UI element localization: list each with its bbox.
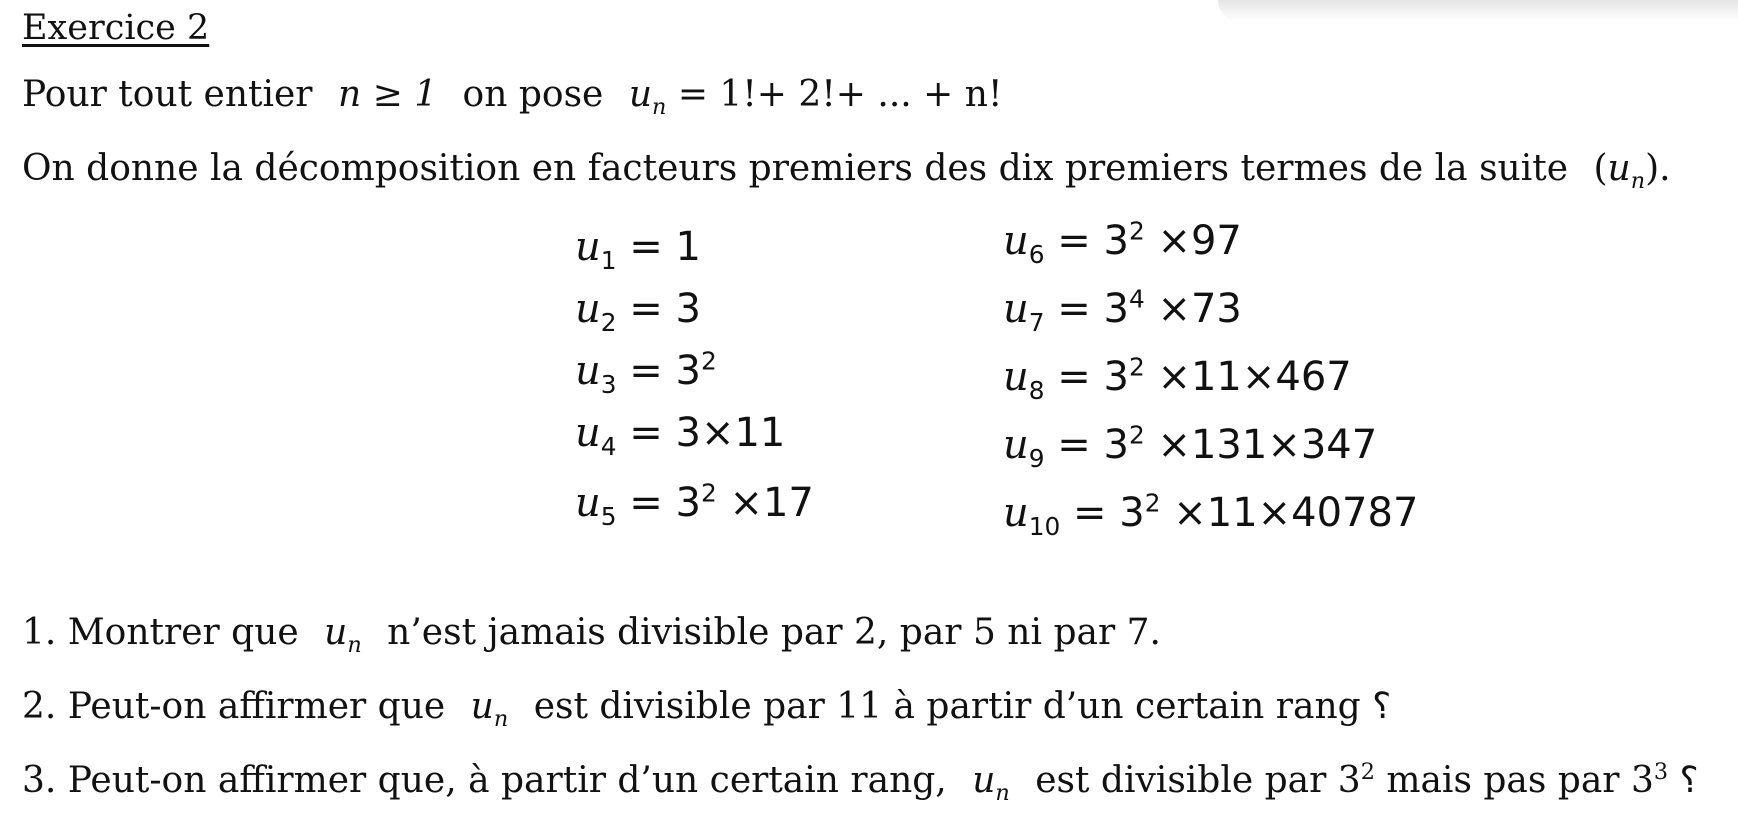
term-sup: 2 — [700, 478, 717, 508]
term-rest: ×73 — [1144, 286, 1242, 332]
term-rest: ×131×347 — [1144, 422, 1378, 468]
term-sub: 2 — [600, 308, 617, 337]
term-sup: 2 — [1128, 216, 1145, 246]
u-letter: u — [628, 74, 652, 115]
term-rhs: = 3 — [1073, 490, 1145, 536]
term-sub: 6 — [1028, 240, 1045, 269]
statement-text: On donne la décomposition en facteurs premiers des dix premiers termes de la suite — [22, 148, 1569, 189]
term-sup: 2 — [1128, 352, 1145, 382]
term-row — [1003, 284, 1242, 337]
term-u: u — [1003, 422, 1029, 468]
term-sup: 2 — [1128, 420, 1145, 450]
statement-line — [22, 148, 1671, 195]
term-rest: ×11×40787 — [1160, 490, 1419, 536]
q1-after: n’est jamais divisible par 2, par 5 ni par 7. — [387, 612, 1161, 653]
seq-subscript: n — [1630, 168, 1646, 195]
question-1 — [22, 612, 1161, 659]
term-row — [1003, 420, 1378, 473]
q1-u: u — [324, 612, 348, 653]
term-rhs: = 3 — [629, 480, 701, 526]
term-sub: 7 — [1028, 308, 1045, 337]
page-shadow — [1218, 0, 1738, 22]
q2-u: u — [470, 686, 494, 727]
q3-end: ؟ — [1668, 760, 1699, 801]
term-rhs: = 3×11 — [629, 410, 786, 456]
question-3 — [22, 759, 1699, 807]
seq-letter: u — [1607, 148, 1631, 189]
term-row — [1003, 216, 1242, 269]
term-sub: 5 — [600, 502, 617, 531]
q3-sup2: 3 — [1653, 759, 1669, 785]
q3-before: 3. Peut-on affirmer que, à partir d’un certain rang, — [22, 760, 947, 801]
term-row — [575, 410, 786, 461]
term-sub: 8 — [1028, 376, 1045, 405]
term-u: u — [1003, 354, 1029, 400]
seq-open: ( — [1593, 148, 1608, 189]
term-sup: 2 — [700, 346, 717, 376]
term-sub: 9 — [1028, 444, 1045, 473]
question-2 — [22, 686, 1392, 733]
term-sub: 4 — [600, 432, 617, 461]
definition-middle: on pose — [462, 74, 604, 115]
q3-after: est divisible par 3 — [1035, 760, 1361, 801]
term-rhs: = 3 — [629, 348, 701, 394]
term-u: u — [1003, 286, 1029, 332]
term-rhs: = 3 — [1057, 422, 1129, 468]
term-u: u — [1003, 218, 1029, 264]
q1-sub: n — [347, 632, 362, 659]
definition-prefix: Pour tout entier — [22, 74, 313, 115]
seq-close: ). — [1645, 148, 1671, 189]
term-row — [1003, 352, 1352, 405]
u-subscript: n — [652, 94, 667, 121]
q2-before: 2. Peut-on affirmer que — [22, 686, 446, 727]
definition-rhs: = 1!+ 2!+ ... + n! — [677, 74, 1003, 115]
q3-sup1: 2 — [1360, 759, 1375, 785]
term-rhs: = 3 — [629, 286, 701, 332]
term-rhs: = 3 — [1057, 218, 1129, 264]
q2-sub: n — [493, 706, 509, 733]
term-u: u — [1003, 490, 1029, 536]
term-rest: ×97 — [1144, 218, 1242, 264]
condition: n ≥ 1 — [337, 74, 438, 115]
term-sub: 3 — [600, 370, 617, 399]
term-sup: 2 — [1144, 488, 1161, 518]
term-rhs: = 3 — [1057, 354, 1129, 400]
term-u: u — [575, 480, 601, 526]
q2-after: est divisible par 11 à partir d’un certain rang ؟ — [533, 686, 1392, 727]
term-u: u — [575, 286, 601, 332]
term-sub: 10 — [1028, 512, 1061, 541]
term-u: u — [575, 410, 601, 456]
term-sub: 1 — [600, 246, 617, 275]
term-rhs: = 3 — [1057, 286, 1129, 332]
term-row — [575, 224, 701, 275]
term-sup: 4 — [1128, 284, 1145, 314]
term-rhs: = 1 — [629, 224, 701, 270]
q1-before: 1. Montrer que — [22, 612, 299, 653]
term-rest: ×11×467 — [1144, 354, 1352, 400]
term-u: u — [575, 348, 601, 394]
term-u: u — [575, 224, 601, 270]
term-row — [575, 286, 701, 337]
term-row — [1003, 488, 1419, 541]
q3-u: u — [972, 760, 996, 801]
q3-sub: n — [995, 780, 1010, 807]
term-row — [575, 478, 814, 531]
term-rest: ×17 — [716, 480, 814, 526]
definition-line — [22, 74, 1003, 121]
exercise-title: Exercice 2 — [22, 8, 210, 48]
term-row — [575, 346, 717, 399]
q3-mid: mais pas par 3 — [1374, 760, 1654, 801]
